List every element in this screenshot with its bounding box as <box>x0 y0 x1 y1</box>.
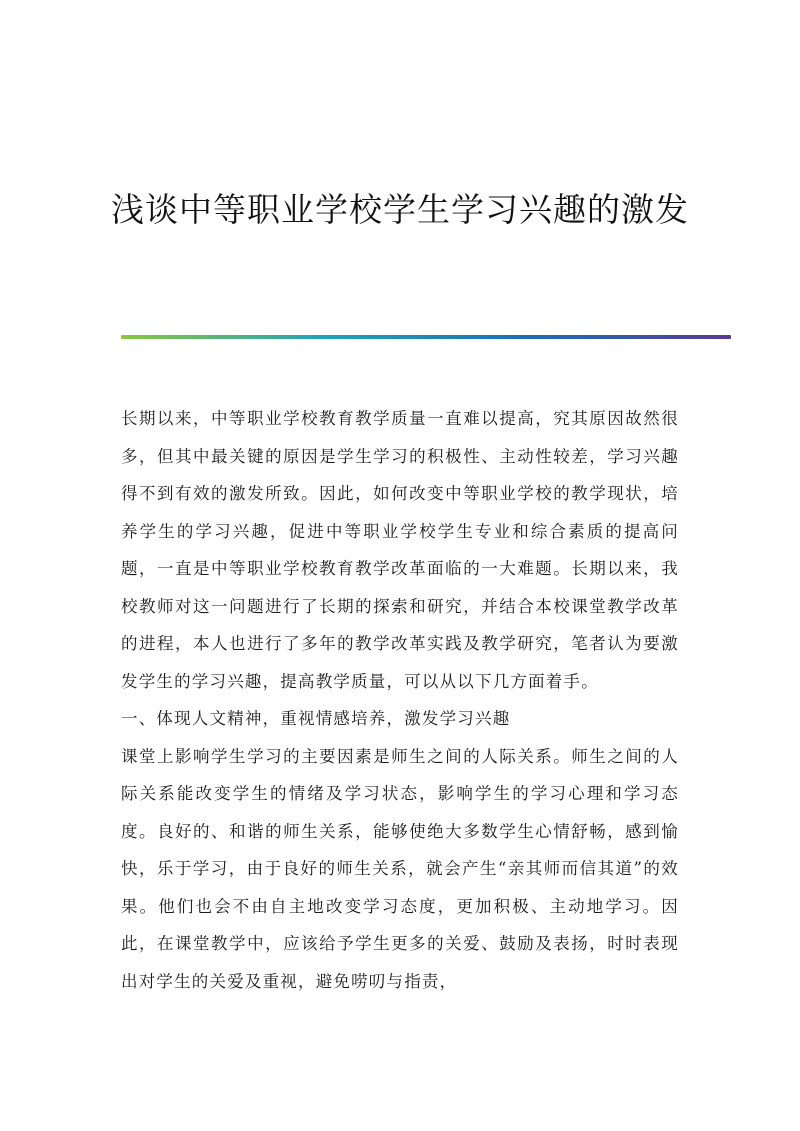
section-heading: 一、体现人文精神，重视情感培养，激发学习兴趣 <box>121 709 511 728</box>
intro-paragraph: 长期以来，中等职业学校教育教学质量一直难以提高，究其原因故然很多，但其中最关键的原因是学生学习的积极性、主动性较差，学习兴趣得不到有效的激发所致。因此，如何改变中等职业学校的教学现状，培养学生的学习兴趣，促进中等职业学校学生专业和综合素质的提高问题，一直是中等职业学校教育教学改革面临的一大难题。长期以来，我校教师对这一问题进行了长期的探索和研究，并结合本校课堂教学改革的进程，本人也进行了多年的教学改革实践及教学研究，笔者认为要激发学生的学习兴趣，提高教学质量，可以从以下几方面着手。 <box>121 409 679 691</box>
document-title: 浅谈中等职业学校学生学习兴趣的激发 <box>111 190 689 229</box>
section-paragraph: 课堂上影响学生学习的主要因素是师生之间的人际关系。师生之间的人际关系能改变学生的情绪及学习状态，影响学生的学习心理和学习态度。良好的、和谐的师生关系，能够使绝大多数学生心情舒畅，感到愉快，乐于学习，由于良好的师生关系，就会产生“亲其师而信其道”的效果。他们也会不由自主地改变学习态度，更加积极、主动地学习。因此，在课堂教学中，应该给予学生更多的关爱、鼓励及表扬，时时表现出对学生的关爱及重视，避免唠叨与指责， <box>121 746 679 991</box>
document-body <box>121 400 679 1000</box>
gradient-divider <box>121 335 731 339</box>
